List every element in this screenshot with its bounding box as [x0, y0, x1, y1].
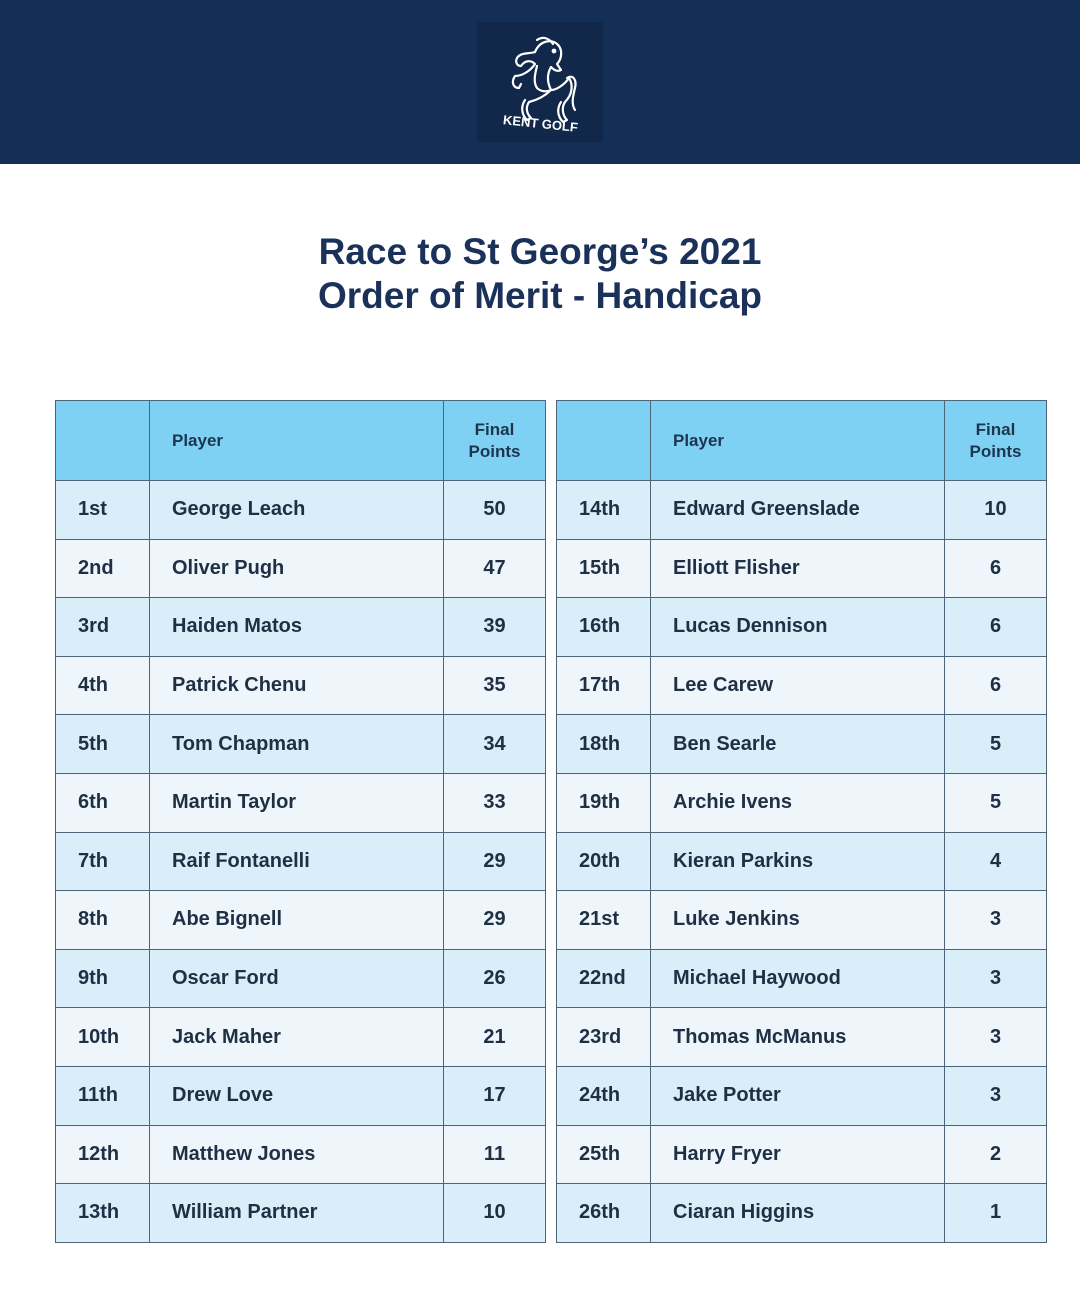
points-cell: 3	[945, 891, 1047, 950]
table-row	[557, 656, 1047, 715]
position-cell: 16th	[557, 598, 651, 657]
position-header	[56, 401, 150, 481]
player-cell: Drew Love	[150, 1066, 444, 1125]
points-cell: 6	[945, 598, 1047, 657]
points-header-line-1: Final	[474, 419, 515, 439]
player-cell: Elliott Flisher	[651, 539, 945, 598]
points-cell: 10	[945, 481, 1047, 540]
position-cell: 26th	[557, 1184, 651, 1243]
player-cell: Archie Ivens	[651, 773, 945, 832]
position-cell: 17th	[557, 656, 651, 715]
points-cell: 5	[945, 773, 1047, 832]
position-cell: 14th	[557, 481, 651, 540]
player-cell: Thomas McManus	[651, 1008, 945, 1067]
points-cell: 10	[444, 1184, 546, 1243]
player-cell: Jake Potter	[651, 1066, 945, 1125]
player-cell: Jack Maher	[150, 1008, 444, 1067]
table-row	[56, 1008, 546, 1067]
table-row	[56, 1184, 546, 1243]
player-cell: Ciaran Higgins	[651, 1184, 945, 1243]
player-cell: Martin Taylor	[150, 773, 444, 832]
svg-text:KENT GOLF: KENT GOLF	[502, 112, 579, 135]
position-cell: 4th	[56, 656, 150, 715]
table-row	[557, 1066, 1047, 1125]
points-cell: 33	[444, 773, 546, 832]
player-cell: Tom Chapman	[150, 715, 444, 774]
position-cell: 9th	[56, 949, 150, 1008]
position-cell: 2nd	[56, 539, 150, 598]
table-row	[56, 773, 546, 832]
position-cell: 13th	[56, 1184, 150, 1243]
table-row	[56, 539, 546, 598]
position-cell: 6th	[56, 773, 150, 832]
table-header-row	[557, 401, 1047, 481]
player-cell: Lee Carew	[651, 656, 945, 715]
points-cell: 39	[444, 598, 546, 657]
player-header: Player	[651, 401, 945, 481]
position-cell: 23rd	[557, 1008, 651, 1067]
points-cell: 34	[444, 715, 546, 774]
points-cell: 2	[945, 1125, 1047, 1184]
position-cell: 19th	[557, 773, 651, 832]
points-cell: 47	[444, 539, 546, 598]
position-header	[557, 401, 651, 481]
table-row	[56, 949, 546, 1008]
points-header-line-2: Points	[468, 441, 521, 461]
table-row	[557, 773, 1047, 832]
points-cell: 29	[444, 832, 546, 891]
table-row	[56, 832, 546, 891]
table-row	[557, 1184, 1047, 1243]
points-cell: 6	[945, 539, 1047, 598]
table-row	[557, 832, 1047, 891]
player-cell: Lucas Dennison	[651, 598, 945, 657]
points-cell: 1	[945, 1184, 1047, 1243]
player-cell: Michael Haywood	[651, 949, 945, 1008]
points-cell: 6	[945, 656, 1047, 715]
player-cell: William Partner	[150, 1184, 444, 1243]
table-row	[56, 715, 546, 774]
player-cell: Oliver Pugh	[150, 539, 444, 598]
page-title	[0, 230, 1080, 318]
table-row	[557, 715, 1047, 774]
player-cell: Edward Greenslade	[651, 481, 945, 540]
points-cell: 50	[444, 481, 546, 540]
position-cell: 25th	[557, 1125, 651, 1184]
points-cell: 35	[444, 656, 546, 715]
title-line-2: Order of Merit - Handicap	[317, 275, 763, 316]
table-row	[56, 891, 546, 950]
points-cell: 26	[444, 949, 546, 1008]
position-cell: 12th	[56, 1125, 150, 1184]
merit-table-right	[556, 400, 1047, 1243]
player-cell: Ben Searle	[651, 715, 945, 774]
title-line-1: Race to St George’s 2021	[318, 231, 762, 272]
position-cell: 21st	[557, 891, 651, 950]
table-row	[56, 1125, 546, 1184]
merit-table-left	[55, 400, 546, 1243]
player-header: Player	[150, 401, 444, 481]
position-cell: 15th	[557, 539, 651, 598]
position-cell: 1st	[56, 481, 150, 540]
table-row	[557, 1008, 1047, 1067]
header-bar	[0, 0, 1080, 164]
points-cell: 29	[444, 891, 546, 950]
table-row	[557, 598, 1047, 657]
points-header	[444, 401, 546, 481]
position-cell: 20th	[557, 832, 651, 891]
points-cell: 3	[945, 949, 1047, 1008]
player-cell: Haiden Matos	[150, 598, 444, 657]
kent-golf-logo	[477, 22, 603, 142]
table-row	[557, 539, 1047, 598]
table-row	[56, 656, 546, 715]
points-cell: 17	[444, 1066, 546, 1125]
player-cell: George Leach	[150, 481, 444, 540]
position-cell: 18th	[557, 715, 651, 774]
table-row	[557, 1125, 1047, 1184]
player-cell: Raif Fontanelli	[150, 832, 444, 891]
position-cell: 3rd	[56, 598, 150, 657]
table-row	[56, 598, 546, 657]
position-cell: 8th	[56, 891, 150, 950]
position-cell: 11th	[56, 1066, 150, 1125]
player-cell: Kieran Parkins	[651, 832, 945, 891]
position-cell: 5th	[56, 715, 150, 774]
player-cell: Abe Bignell	[150, 891, 444, 950]
table-row	[557, 891, 1047, 950]
points-header-line-1: Final	[975, 419, 1016, 439]
player-cell: Luke Jenkins	[651, 891, 945, 950]
position-cell: 24th	[557, 1066, 651, 1125]
horse-icon	[477, 22, 603, 142]
points-cell: 5	[945, 715, 1047, 774]
table-row	[557, 949, 1047, 1008]
table-row	[557, 481, 1047, 540]
points-cell: 3	[945, 1008, 1047, 1067]
position-cell: 22nd	[557, 949, 651, 1008]
player-cell: Matthew Jones	[150, 1125, 444, 1184]
points-cell: 11	[444, 1125, 546, 1184]
table-row	[56, 1066, 546, 1125]
points-header-line-2: Points	[969, 441, 1022, 461]
points-header	[945, 401, 1047, 481]
points-cell: 4	[945, 832, 1047, 891]
player-cell: Oscar Ford	[150, 949, 444, 1008]
table-header-row	[56, 401, 546, 481]
points-cell: 21	[444, 1008, 546, 1067]
player-cell: Patrick Chenu	[150, 656, 444, 715]
position-cell: 7th	[56, 832, 150, 891]
position-cell: 10th	[56, 1008, 150, 1067]
table-row	[56, 481, 546, 540]
points-cell: 3	[945, 1066, 1047, 1125]
player-cell: Harry Fryer	[651, 1125, 945, 1184]
